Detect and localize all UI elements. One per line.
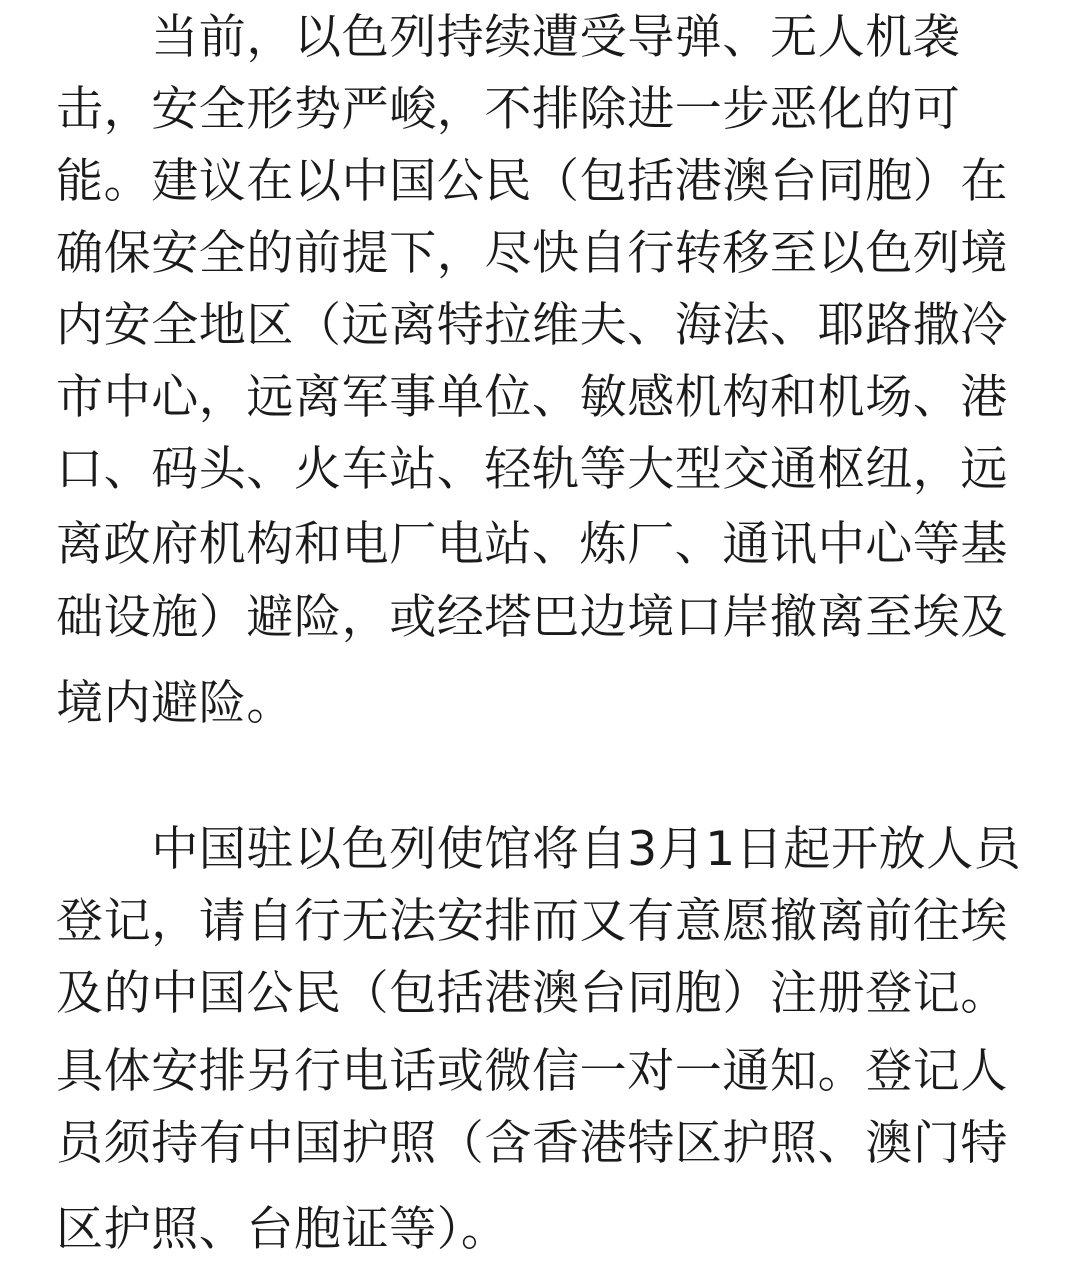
text-line: 具体安排另行电话或微信一对一通知。登记人 <box>56 1044 1008 1099</box>
text-line: 员须持有中国护照（含香港特区护照、澳门特 <box>56 1116 1008 1171</box>
text-line: 口、码头、火车站、轻轨等大型交通枢纽，远 <box>56 442 1008 497</box>
text-line: 离政府机构和电厂电站、炼厂、通讯中心等基 <box>56 517 1008 572</box>
text-line: 击，安全形势严峻，不排除进一步恶化的可 <box>56 82 961 137</box>
text-line: 当前，以色列持续遭受导弹、无人机袭 <box>56 10 961 65</box>
text-line: 中国驻以色列使馆将自3月1日起开放人员 <box>56 822 1022 877</box>
text-line: 登记，请自行无法安排而又有意愿撤离前往埃 <box>56 894 1008 949</box>
text-line: 境内避险。 <box>56 676 294 731</box>
text-line: 及的中国公民（包括港澳台同胞）注册登记。 <box>56 966 1008 1021</box>
text-line: 内安全地区（远离特拉维夫、海法、耶路撒冷 <box>56 298 1008 353</box>
text-line: 础设施）避险，或经塔巴边境口岸撤离至埃及 <box>56 590 1008 645</box>
text-line: 能。建议在以中国公民（包括港澳台同胞）在 <box>56 154 1008 209</box>
text-line: 市中心，远离军事单位、敏感机构和机场、港 <box>56 370 1008 425</box>
text-line: 确保安全的前提下，尽快自行转移至以色列境 <box>56 226 1008 281</box>
text-line: 区护照、台胞证等）。 <box>56 1202 509 1257</box>
